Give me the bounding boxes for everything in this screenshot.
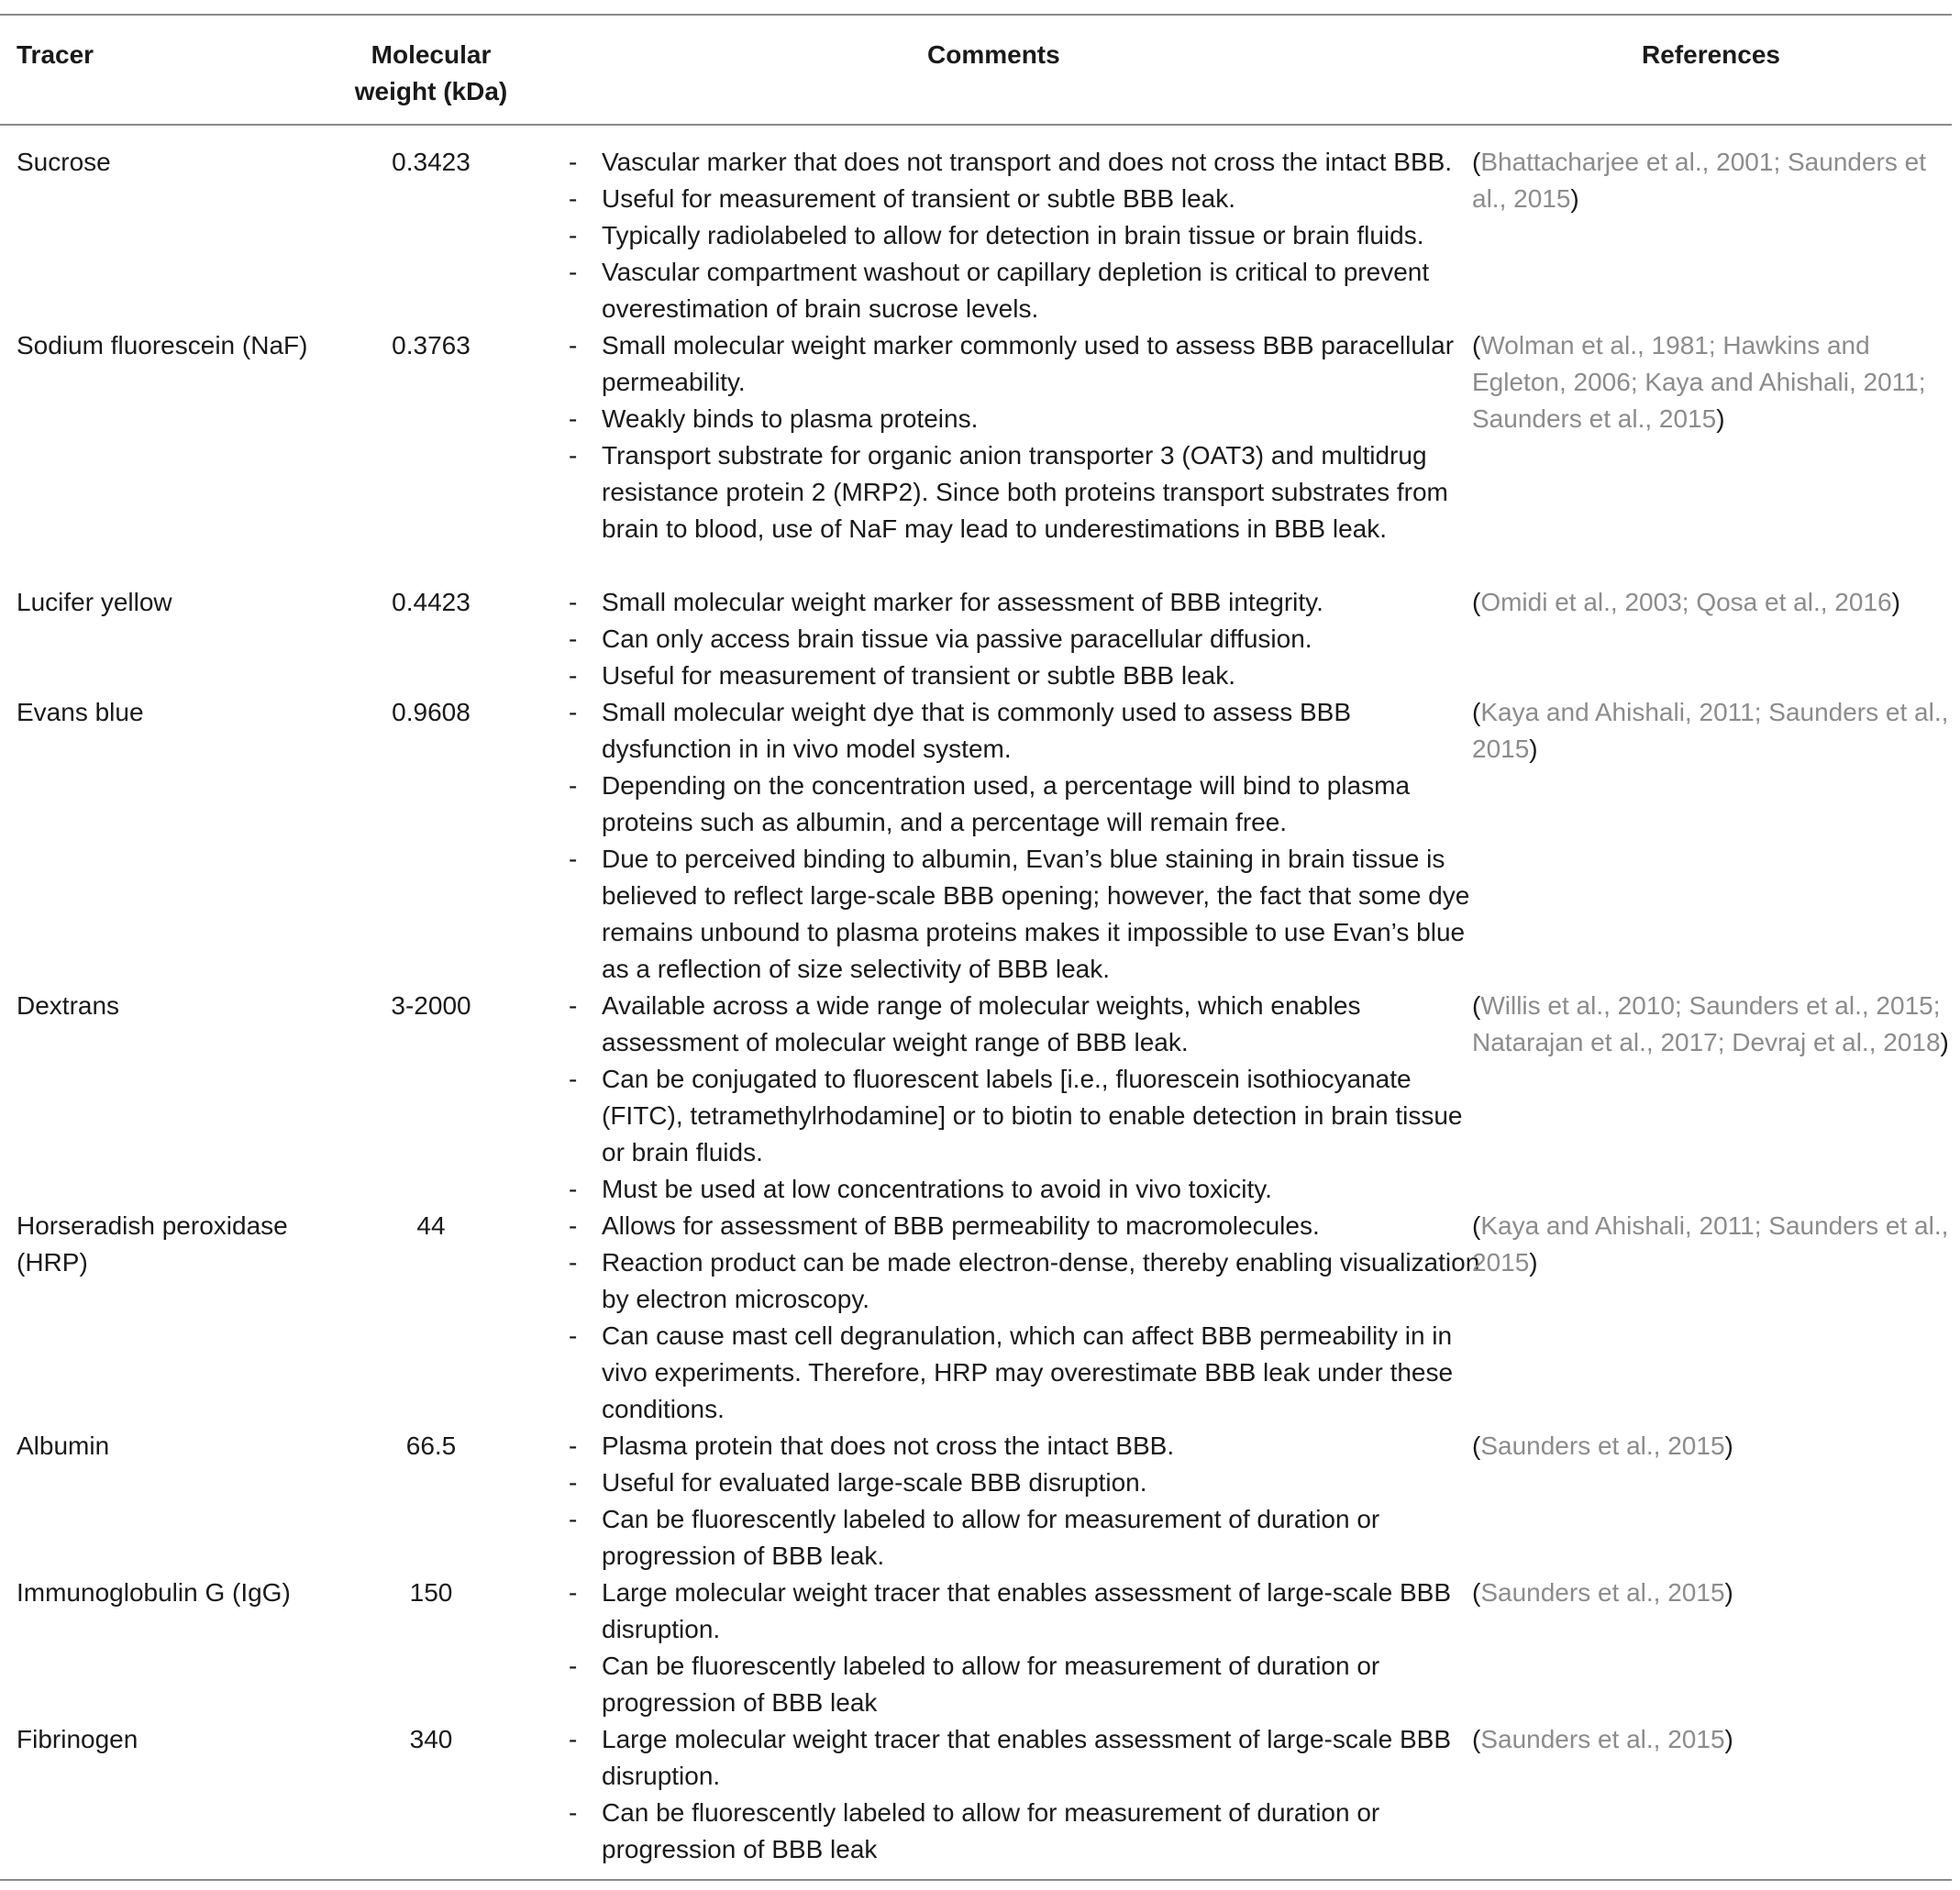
comment-item: - Must be used at low concentrations to avoid in vivo toxicity.	[569, 1171, 1486, 1208]
comment-item: - Transport substrate for organic anion transporter 3 (OAT3) and multidrug resistance protein 2 (MRP2). Since both proteins transport substrates from brain to blood, use of NaF may lead to underestimations in BBB leak.	[569, 437, 1486, 547]
comment-item: - Typically radiolabeled to allow for detection in brain tissue or brain fluids.	[569, 217, 1486, 254]
molecular-weight: 66.5	[405, 1431, 457, 1460]
comment-item: - Due to perceived binding to albumin, Evan’s blue staining in brain tissue is believed to reflect large-scale BBB opening; however, the fact that some dye remains unbound to plasma proteins makes it impossible to use Evan’s blue as a reflection of size selectivity of BBB leak.	[569, 841, 1486, 988]
references-cell: (Saunders et al., 2015)	[1472, 1578, 1733, 1607]
comment-item: - Small molecular weight marker for assessment of BBB integrity.	[569, 584, 1486, 621]
comment-item: - Plasma protein that does not cross the intact BBB.	[569, 1428, 1486, 1464]
comment-item: - Can cause mast cell degranulation, which can affect BBB permeability in in vivo experiments. Therefore, HRP may overestimate BBB leak under these conditions.	[569, 1318, 1486, 1428]
references-cell: (Willis et al., 2010; Saunders et al., 2015; Natarajan et al., 2017; Devraj et al., 2018)	[1472, 991, 1949, 1056]
comment-item: - Available across a wide range of molecular weights, which enables assessment of molecular weight range of BBB leak.	[569, 988, 1486, 1061]
comment-item: - Can be conjugated to fluorescent labels [i.e., fluorescein isothiocyanate (FITC), tetramethylrhodamine] or to biotin to enable detection in brain tissue or brain fluids.	[569, 1061, 1486, 1171]
comment-item: - Large molecular weight tracer that enables assessment of large-scale BBB disruption.	[569, 1575, 1486, 1648]
tracer-name: Dextrans	[17, 991, 120, 1020]
comment-list	[569, 584, 1486, 694]
reference-text: Kaya and Ahishali, 2011; Saunders et al., 2015	[1472, 698, 1949, 763]
comment-item: - Depending on the concentration used, a percentage will bind to plasma proteins such as albumin, and a percentage will remain free.	[569, 768, 1486, 841]
reference-text: Saunders et al., 2015	[1480, 1578, 1725, 1607]
references-cell: (Omidi et al., 2003; Qosa et al., 2016)	[1472, 588, 1900, 616]
tracer-name: Albumin	[17, 1431, 110, 1460]
header-comments: Comments	[927, 40, 1060, 69]
tracer-name: Sodium fluorescein (NaF)	[17, 331, 308, 359]
comment-list	[569, 988, 1486, 1208]
tracer-name: Horseradish peroxidase (HRP)	[17, 1211, 288, 1277]
tracer-name: Lucifer yellow	[17, 588, 172, 616]
header-mw-line2: weight (kDa)	[354, 77, 508, 105]
comment-list	[569, 1721, 1486, 1868]
comment-item: - Can only access brain tissue via passive paracellular diffusion.	[569, 621, 1486, 658]
reference-text: Saunders et al., 2015	[1480, 1431, 1725, 1460]
reference-text: Bhattacharjee et al., 2001; Saunders et al., 2015	[1472, 148, 1926, 213]
references-cell: (Saunders et al., 2015)	[1472, 1431, 1733, 1460]
tracer-name: Sucrose	[17, 148, 111, 176]
reference-text: Wolman et al., 1981; Hawkins and Egleton, 2006; Kaya and Ahishali, 2011; Saunders et al., 2015	[1472, 331, 1926, 433]
references-cell: (Kaya and Ahishali, 2011; Saunders et al., 2015)	[1472, 1211, 1949, 1277]
references-cell: (Saunders et al., 2015)	[1472, 1725, 1733, 1753]
comment-item: - Weakly binds to plasma proteins.	[569, 401, 1486, 437]
molecular-weight: 340	[409, 1725, 453, 1753]
molecular-weight: 0.3423	[392, 148, 471, 176]
table-bottom-rule	[0, 1879, 1952, 1881]
header-references: References	[1642, 40, 1780, 69]
comment-item: - Small molecular weight dye that is commonly used to assess BBB dysfunction in in vivo model system.	[569, 694, 1486, 768]
comment-list	[569, 144, 1486, 327]
header-tracer: Tracer	[17, 40, 94, 69]
molecular-weight: 150	[409, 1578, 453, 1607]
tracer-name: Evans blue	[17, 698, 144, 726]
comment-item: - Allows for assessment of BBB permeability to macromolecules.	[569, 1208, 1486, 1244]
reference-text: Willis et al., 2010; Saunders et al., 2015; Natarajan et al., 2017; Devraj et al., 2018	[1472, 991, 1941, 1056]
molecular-weight: 0.9608	[392, 698, 471, 726]
comment-list	[569, 1208, 1486, 1428]
comment-item: - Small molecular weight marker commonly used to assess BBB paracellular permeability.	[569, 327, 1486, 401]
comment-item: - Vascular marker that does not transport and does not cross the intact BBB.	[569, 144, 1486, 181]
references-cell: (Kaya and Ahishali, 2011; Saunders et al., 2015)	[1472, 698, 1949, 763]
comment-item: - Can be fluorescently labeled to allow for measurement of duration or progression of BBB leak.	[569, 1501, 1486, 1575]
molecular-weight: 44	[416, 1211, 446, 1240]
comment-list	[569, 694, 1486, 988]
reference-text: Kaya and Ahishali, 2011; Saunders et al., 2015	[1472, 1211, 1949, 1277]
reference-text: Omidi et al., 2003; Qosa et al., 2016	[1480, 588, 1892, 616]
comment-item: - Can be fluorescently labeled to allow for measurement of duration or progression of BBB leak	[569, 1795, 1486, 1868]
tracer-name: Immunoglobulin G (IgG)	[17, 1578, 291, 1607]
references-cell: (Wolman et al., 1981; Hawkins and Egleton, 2006; Kaya and Ahishali, 2011; Saunders et al., 2015)	[1472, 331, 1926, 433]
header-molecular-weight	[341, 37, 521, 110]
header-mw-line1: Molecular	[371, 40, 492, 69]
comment-item: - Useful for measurement of transient or subtle BBB leak.	[569, 181, 1486, 217]
tracer-name: Fibrinogen	[17, 1725, 138, 1753]
header-rule	[0, 124, 1952, 126]
references-cell: (Bhattacharjee et al., 2001; Saunders et al., 2015)	[1472, 148, 1926, 213]
comment-item: - Can be fluorescently labeled to allow for measurement of duration or progression of BBB leak	[569, 1648, 1486, 1721]
table-top-rule	[0, 14, 1952, 16]
comment-item: - Reaction product can be made electron-dense, thereby enabling visualization by electron microscopy.	[569, 1244, 1486, 1318]
molecular-weight: 0.4423	[392, 588, 471, 616]
comment-item: - Large molecular weight tracer that enables assessment of large-scale BBB disruption.	[569, 1721, 1486, 1795]
comment-item: - Useful for evaluated large-scale BBB disruption.	[569, 1464, 1486, 1501]
molecular-weight: 3-2000	[391, 991, 471, 1020]
comment-list	[569, 1428, 1486, 1575]
comment-item: - Vascular compartment washout or capillary depletion is critical to prevent overestimation of brain sucrose levels.	[569, 254, 1486, 327]
reference-text: Saunders et al., 2015	[1480, 1725, 1725, 1753]
molecular-weight: 0.3763	[392, 331, 471, 359]
comment-list	[569, 327, 1486, 547]
comment-item: - Useful for measurement of transient or subtle BBB leak.	[569, 658, 1486, 694]
comment-list	[569, 1575, 1486, 1721]
